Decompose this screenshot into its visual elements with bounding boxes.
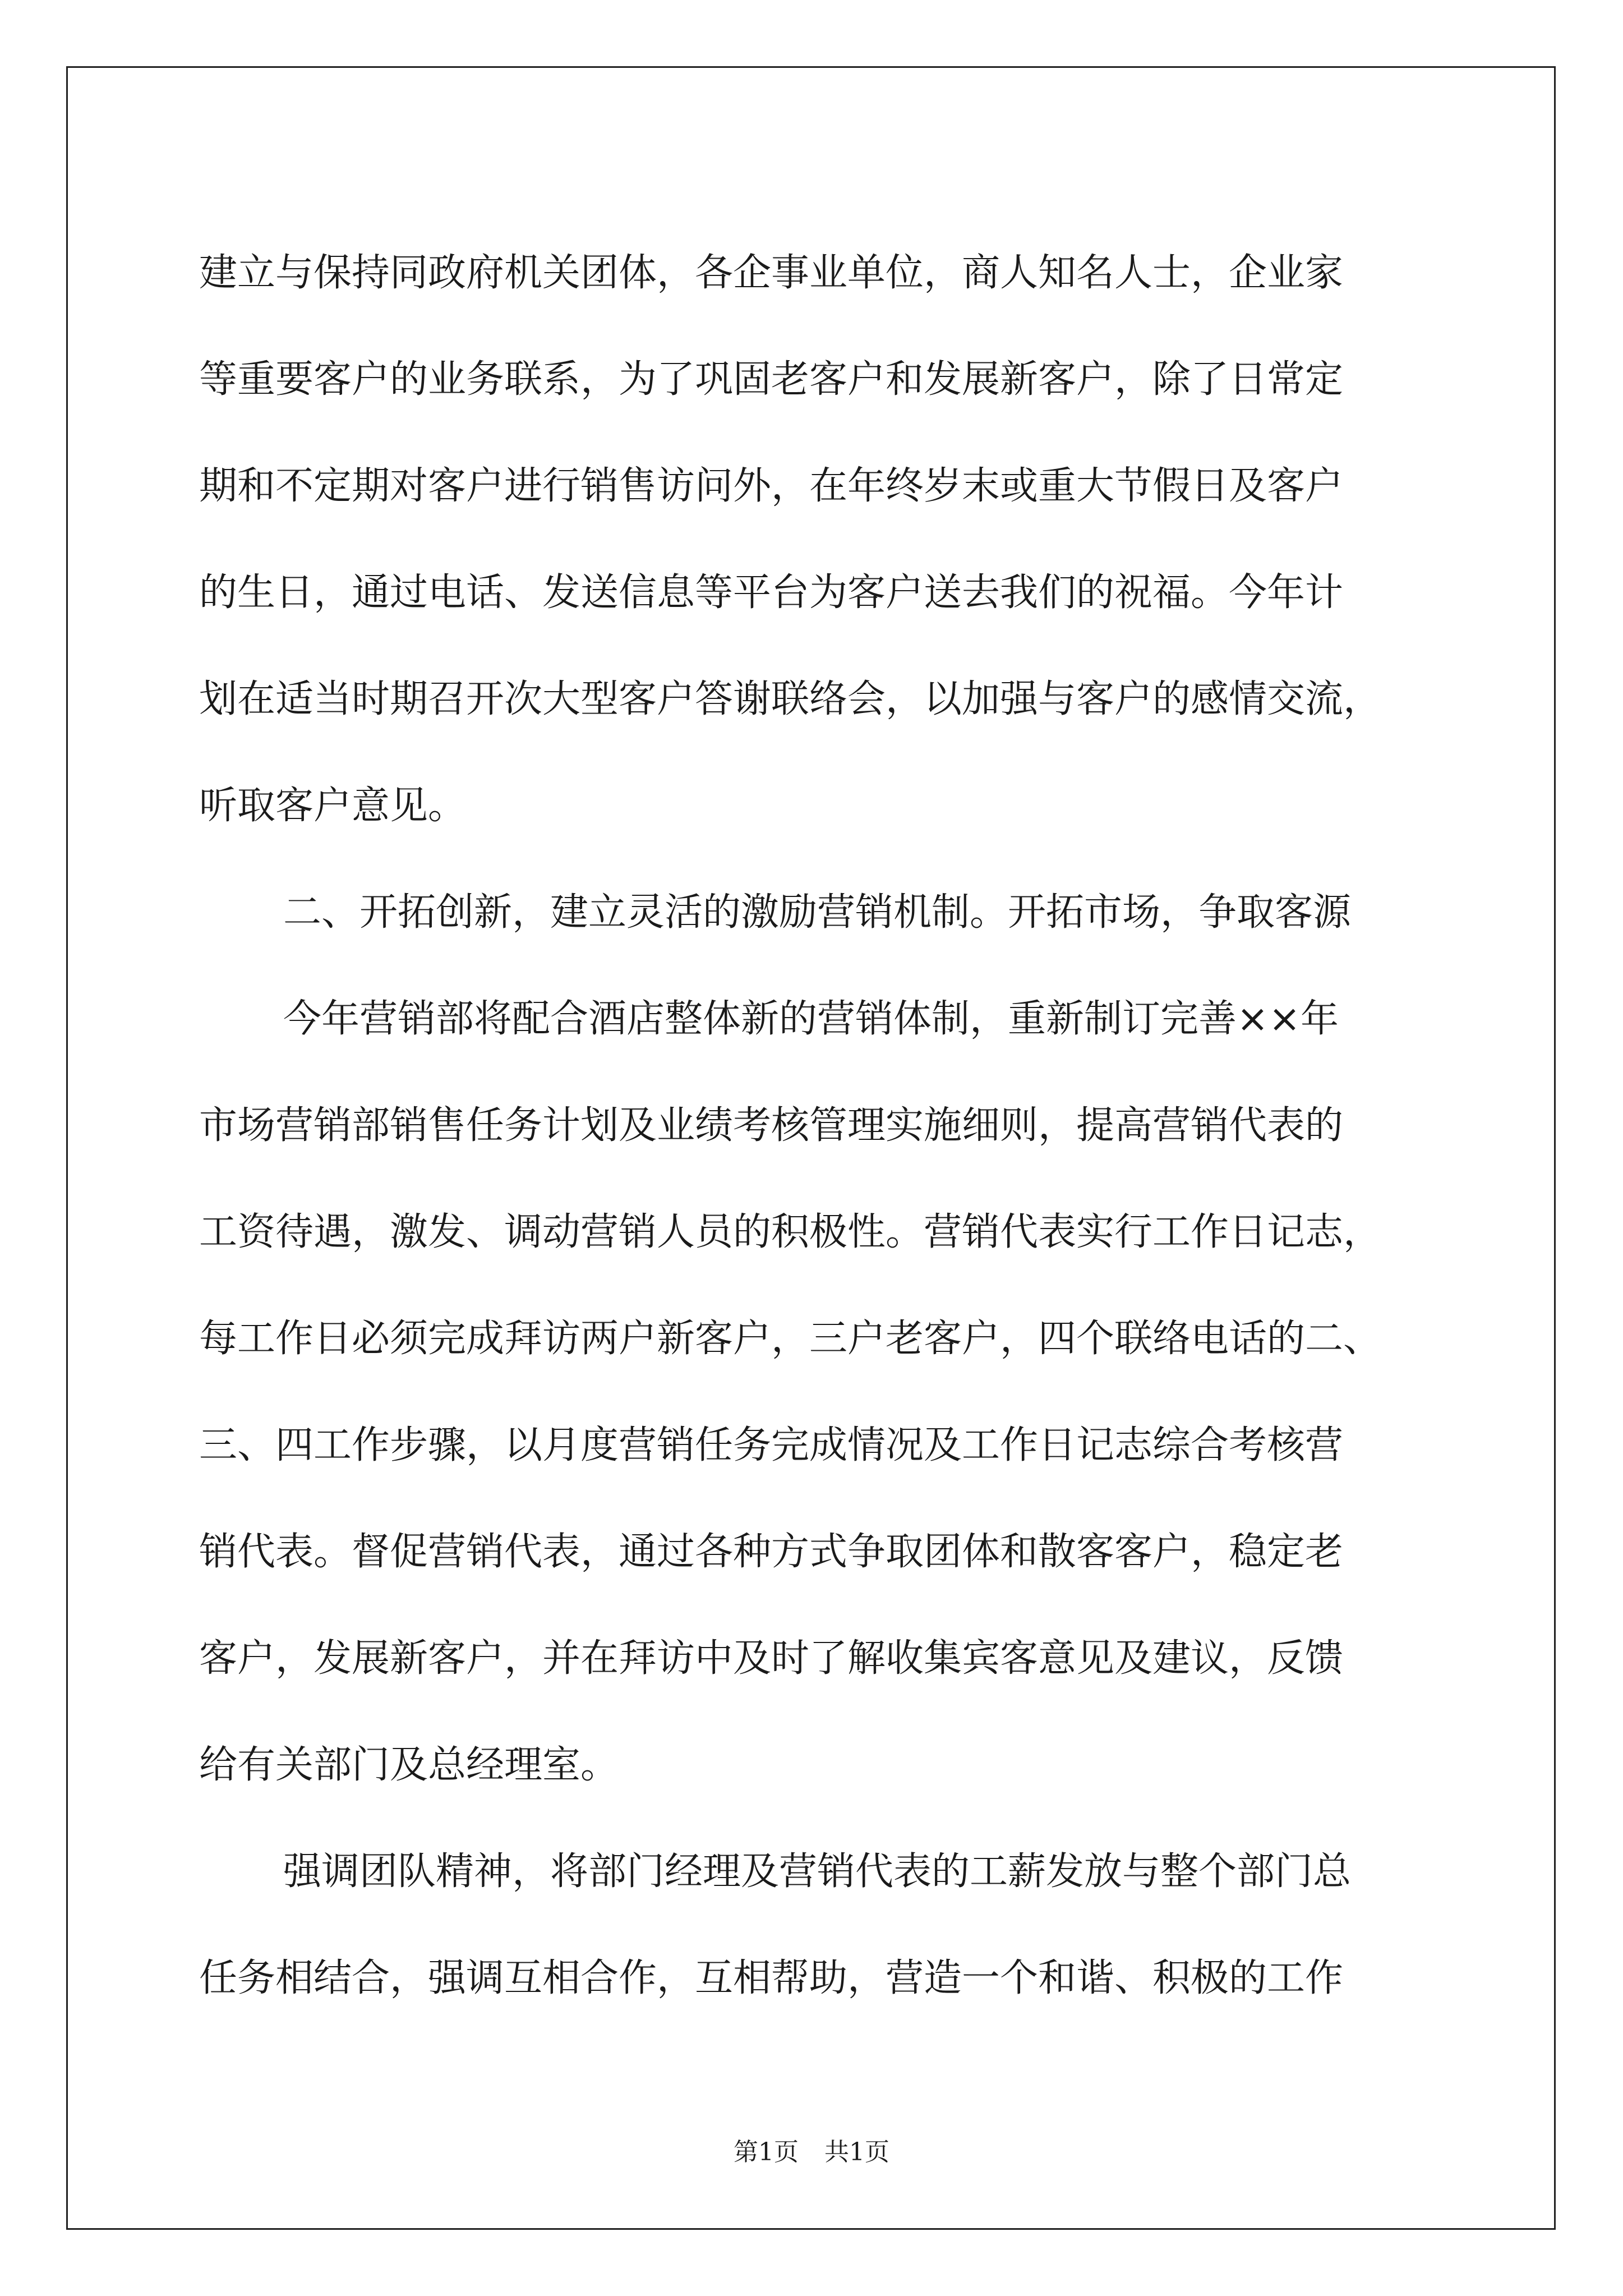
- text-line: 建立与保持同政府机关团体，各企事业单位，商人知名人士，企业家: [199, 251, 1344, 295]
- text-line: 三、四工作步骤，以月度营销任务完成情况及工作日记志综合考核营: [199, 1423, 1344, 1467]
- page-footer: [0, 2132, 1623, 2168]
- text-line: 期和不定期对客户进行销售访问外，在年终岁末或重大节假日及客户: [199, 464, 1344, 508]
- text-line: 听取客户意见。: [199, 784, 467, 828]
- text-line: 销代表。督促营销代表，通过各种方式争取团体和散客客户，稳定老: [199, 1530, 1344, 1574]
- document-body: [199, 220, 1433, 2032]
- text-line: 的生日，通过电话、发送信息等平台为客户送去我们的祝福。今年计: [199, 570, 1344, 615]
- text-line: 等重要客户的业务联系，为了巩固老客户和发展新客户，除了日常定: [199, 357, 1344, 402]
- text-line: 每工作日必须完成拜访两户新客户，三户老客户，四个联络电话的二、: [199, 1317, 1382, 1361]
- text-line: 客户，发展新客户，并在拜访中及时了解收集宾客意见及建议，反馈: [199, 1636, 1344, 1681]
- text-line: 二、开拓创新，建立灵活的激励营销机制。开拓市场，争取客源: [283, 890, 1352, 935]
- page-total: 共1页: [824, 2138, 889, 2166]
- text-line: 任务相结合，强调互相合作，互相帮助，营造一个和谐、积极的工作: [199, 1956, 1344, 2000]
- text-line: 市场营销部销售任务计划及业绩考核管理实施细则，提高营销代表的: [199, 1103, 1344, 1148]
- text-line: 强调团队精神，将部门经理及营销代表的工薪发放与整个部门总: [283, 1849, 1352, 1894]
- text-line: 今年营销部将配合酒店整体新的营销体制，重新制订完善××年: [283, 997, 1339, 1041]
- text-line: 工资待遇，激发、调动营销人员的积极性。营销代表实行工作日记志，: [199, 1210, 1382, 1254]
- page-number: 第1页: [734, 2138, 799, 2166]
- text-line: 给有关部门及总经理室。: [199, 1743, 619, 1787]
- text-line: 划在适当时期召开次大型客户答谢联络会，以加强与客户的感情交流，: [199, 677, 1382, 721]
